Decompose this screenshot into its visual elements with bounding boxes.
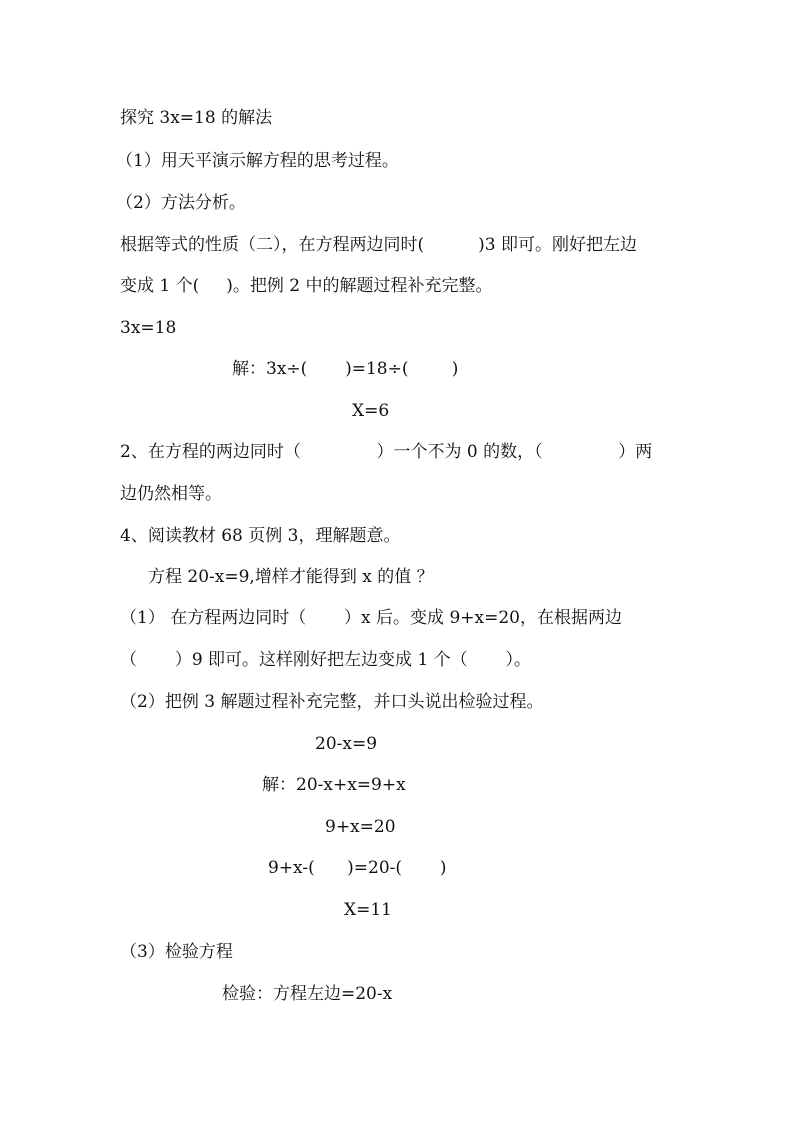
section-title: 探究 3x=18 的解法 (120, 108, 273, 128)
solution-step-1: 解：20-x+x=9+x (262, 775, 406, 795)
equation-20-x-9: 20-x=9 (315, 734, 378, 754)
equation-question: 方程 20-x=9,增样才能得到 x 的值 ？ (148, 567, 434, 587)
solution-step-3: 9+x-( )=20-( ) (268, 858, 447, 878)
check-line: 检验：方程左边=20-x (222, 984, 393, 1004)
sub-step-2-text: （2）把例 3 解题过程补充完整，并口头说出检验过程。 (120, 692, 544, 712)
sub-step-3-text: （3）检验方程 (120, 942, 233, 962)
question-2-line-2: 边仍然相等。 (120, 484, 222, 504)
question-2-line-1: 2、在方程的两边同时（ ）一个不为 0 的数，（ ）两 (120, 442, 653, 462)
solution-line: 解：3x÷( )=18÷( ) (232, 359, 459, 379)
answer-x-11: X=11 (344, 900, 392, 920)
question-4-text: 4、阅读教材 68 页例 3，理解题意。 (120, 526, 401, 546)
step-2-text: （2）方法分析。 (116, 193, 246, 213)
step-1-text: （1）用天平演示解方程的思考过程。 (116, 151, 399, 171)
property-text-line-1: 根据等式的性质（二），在方程两边同时( )3 即可。刚好把左边 (120, 235, 638, 255)
property-text-line-2: 变成 1 个( )。把例 2 中的解题过程补充完整。 (120, 276, 493, 296)
solution-step-2: 9+x=20 (325, 817, 396, 837)
sub-step-1-line-2: （ ）9 即可。这样刚好把左边变成 1 个（ ）。 (120, 650, 531, 670)
sub-step-1-line-1: （1） 在方程两边同时（ ）x 后。变成 9+x=20，在根据两边 (120, 608, 622, 628)
equation-3x-18: 3x=18 (120, 318, 177, 338)
answer-x-6: X=6 (352, 401, 390, 421)
